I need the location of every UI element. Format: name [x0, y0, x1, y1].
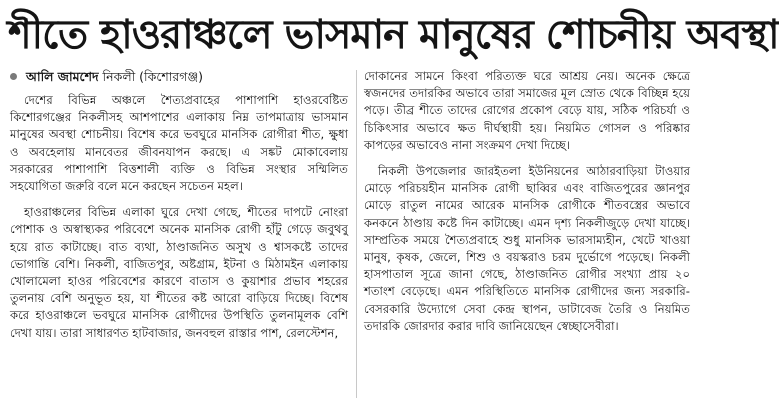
column-divider [356, 70, 357, 398]
right-paragraph: নিকলী উপজেলার জারইতলা ইউনিয়নের আঠারবাড়িয়া টাওয়ার মোড়ে পরিচয়হীন মানসিক রোগী ছাব্বির এবং বাজিতপুরের জ্ঞানপুর মোড়ে রাতুল নামের আরেক মানসিক রোগীকে শীতবস্ত্রের অভাবে কনকনে ঠাণ্ডায় কষ্টে দিন কাটাচ্ছে। এমন দৃশ্য নিকলীজুড়ে দেখা যাচ্ছে। সাম্প্রতিক সময়ে শৈত্যপ্রবাহে শুধু মানসিক ভারসাম্যহীন, খেটে খাওয়া মানুষ, কৃষক, জেলে, শিশু ও বয়স্করাও চরম দুর্ভোগে পড়েছে। নিকলী হাসপাতাল সূত্রে জানা গেছে, ঠাণ্ডাজনিত রোগীর সংখ্যা প্রায় ২০ শতাংশ বেড়েছে। এমন পরিস্থিতিতে মানসিক রোগীদের জন্য সরকারি-বেসরকারি উদ্যোগে সেবা কেন্দ্র স্থাপন, ডাটাবেজ তৈরি ও নিয়মিত তদারকি জোরদার করার দাবি জানিয়েছেন স্বেচ্ছাসেবীরা। [364, 164, 690, 333]
byline-location: নিকলী (কিশোরগঞ্জ) [102, 69, 204, 84]
byline-author: আলি জামশেদ [25, 69, 99, 84]
bullet-icon [10, 73, 17, 80]
left-paragraph: হাওরাঞ্চলের বিভিন্ন এলাকা ঘুরে দেখা গেছে, শীতের দাপটে নোংরা পোশাক ও অস্বাস্থ্যকর পরিবেশে অনেক মানসিক রোগী হাঁটু গেড়ে জবুথবু হয়ে রাত কাটাচ্ছে। বাত ব্যথা, ঠাণ্ডাজনিত অসুখ ও শ্বাসকষ্টে তাদের ভোগান্তি বেশি। নিকলী, বাজিতপুর, অষ্টগ্রাম, ইটনা ও মিঠামইন এলাকায় খোলামেলা হাওর পরিবেশের কারণে বাতাস ও কুয়াশার প্রভাব শহরের তুলনায় বেশি অনুভূত হয়, যা শীতের কষ্ট আরো বাড়িয়ে দিচ্ছে। বিশেষ করে হাওরাঞ্চলে ভবঘুরে মানসিক রোগীদের উপস্থিতি তুলনামূলক বেশি দেখা যায়। তারা সাধারণত হাটবাজার, জনবহুল রাস্তার পাশ, রেলস্টেশন, [10, 205, 348, 340]
byline [10, 68, 355, 86]
left-paragraph: দেশের বিভিন্ন অঞ্চলে শৈত্যপ্রবাহের পাশাপাশি হাওরবেষ্টিত কিশোরগঞ্জের নিকলীসহ আশপাশের এলাকায় নিম্ন তাপমাত্রায় ভাসমান মানুষের অবস্থা শোচনীয়। বিশেষ করে ভবঘুরে মানসিক রোগীরা শীত, ক্ষুধা ও অবহেলায় মানবেতর জীবনযাপন করছে। এ সঙ্কট মোকাবেলায় সরকারের পাশাপাশি বিত্তশালী ব্যক্তি ও বিভিন্ন সংস্থার সম্মিলিত সহযোগিতা জরুরি বলে মনে করছেন সচেতন মহল। [10, 93, 348, 194]
left-column [10, 92, 348, 400]
right-paragraph: দোকানের সামনে কিংবা পরিত্যক্ত ঘরে আশ্রয় নেয়। অনেক ক্ষেত্রে স্বজনদের তদারকির অভাবে তারা সমাজের মূল স্রোত থেকে বিচ্ছিন্ন হয়ে পড়ে। তীব্র শীতে তাদের রোগের প্রকোপ বেড়ে যায়, সঠিক পরিচর্যা ও চিকিৎসার অভাবে ক্ষত দীর্ঘস্থায়ী হয়। নিয়মিত গোসল ও পরিষ্কার কাপড়ের অভাবেও নানা সংক্রমণ দেখা দিচ্ছে। [364, 69, 690, 152]
right-column [364, 68, 690, 400]
article-headline: শীতে হাওরাঞ্চলে ভাসমান মানুষের শোচনীয় অবস্থা [8, 12, 779, 58]
